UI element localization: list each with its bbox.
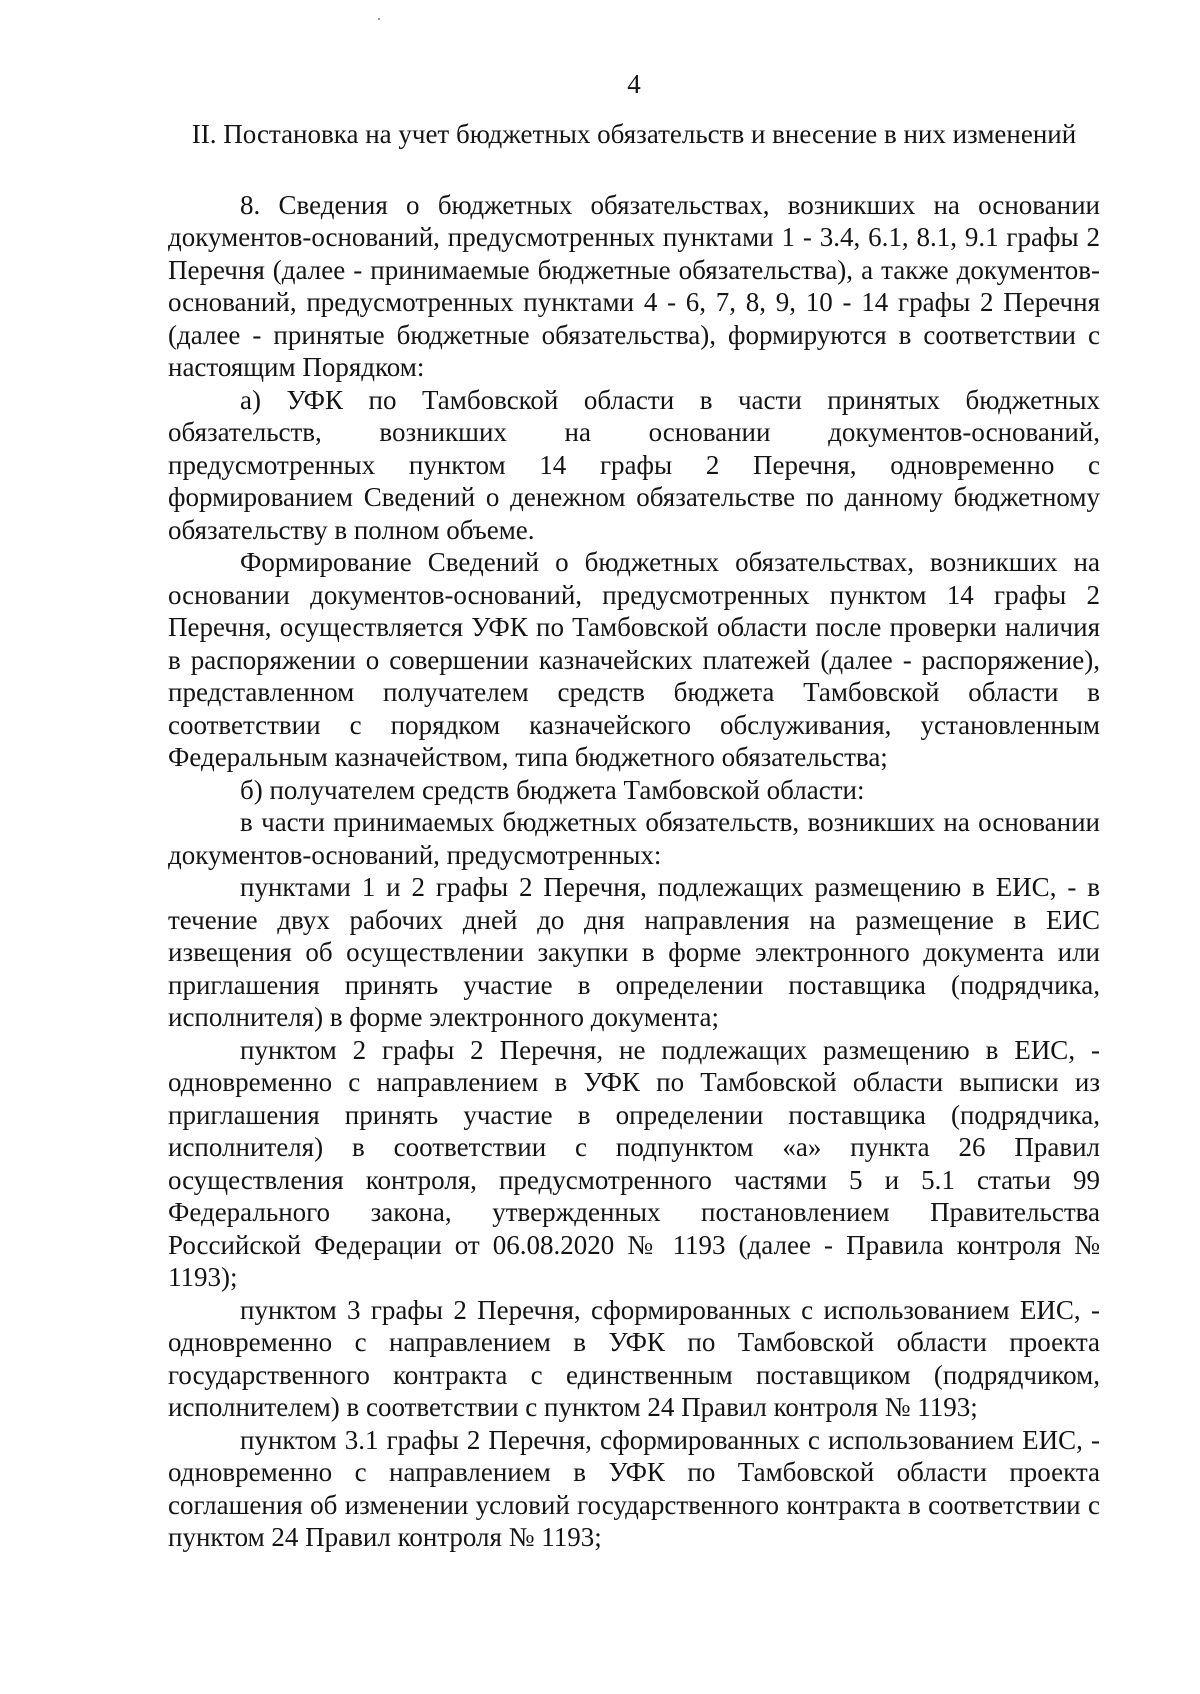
paragraph-item-a: а) УФК по Тамбовской области в части принятых бюджетных обязательств, возникших на основании документов-оснований, предусмотренных пунктом 14 графы 2 Перечня, одновременно с формированием Сведений о денежном обязательстве по данному бюджетному обязательству в полном объеме. [168,384,1100,545]
paragraph-points-1-2: пунктами 1 и 2 графы 2 Перечня, подлежащих размещению в ЕИС, - в течение двух рабочих дней до дня направления на размещение в ЕИС извещения об осуществлении закупки в форме электронного документа или приглашения принять участие в определении поставщика (подрядчика, исполнителя) в форме электронного документа; [168,872,1100,1032]
scan-artifact [378,18,380,20]
paragraph-point-3: пунктом 3 графы 2 Перечня, сформированных с использованием ЕИС, - одновременно с направлением в УФК по Тамбовской области проекта государственного контракта с единственным поставщиком (подрядчиком, исполнителем) в соответствии с пунктом 24 Правил контроля № 1193; [168,1294,1100,1422]
paragraph-formation: Формирование Сведений о бюджетных обязательствах, возникших на основании документов-оснований, предусмотренных пунктом 14 графы 2 Перечня, осуществляется УФК по Тамбовской области после проверки наличия в распоряжении о совершении казначейских платежей (далее - распоряжение), представленном получателем средств бюджета Тамбовской области в соответствии с порядком казначейского обслуживания, установленным Федеральным казначейством, типа бюджетного обязательства; [168,547,1100,772]
paragraph-8: 8. Сведения о бюджетных обязательствах, возникших на основании документов-оснований, предусмотренных пунктами 1 - 3.4, 6.1, 8.1, 9.1 графы 2 Перечня (далее - принимаемые бюджетные обязательства), а также документов-оснований, предусмотренных пунктами 4 - 6, 7, 8, 9, 10 - 14 графы 2 Перечня (далее - принятые бюджетные обязательства), формируются в соответствии с настоящим Порядком: [168,189,1100,382]
paragraph-accepted-obligations: в части принимаемых бюджетных обязательств, возникших на основании документов-оснований, предусмотренных: [168,807,1100,870]
paragraph-point-2: пунктом 2 графы 2 Перечня, не подлежащих размещению в ЕИС, - одновременно с направлением в УФК по Тамбовской области выписки из приглашения принять участие в определении поставщика (подрядчика, исполнителя) в соответствии с подпунктом «а» пункта 26 Правил осуществления контроля, предусмотренного частями 5 и 5.1 статьи 99 Федерального закона, утвержденных постановлением Правительства Российской Федерации от 06.08.2020 № 1193 (далее - Правила контроля № 1193); [168,1034,1100,1292]
paragraph-point-3-1: пунктом 3.1 графы 2 Перечня, сформированных с использованием ЕИС, - одновременно с направлением в УФК по Тамбовской области проекта соглашения об изменении условий государственного контракта в соответствии с пунктом 24 Правил контроля № 1193; [168,1424,1100,1552]
paragraph-item-b: б) получателем средств бюджета Тамбовской области: [240,774,865,805]
section-title: II. Постановка на учет бюджетных обязательств и внесение в них изменений [191,119,1077,149]
page-number: 4 [627,69,641,99]
